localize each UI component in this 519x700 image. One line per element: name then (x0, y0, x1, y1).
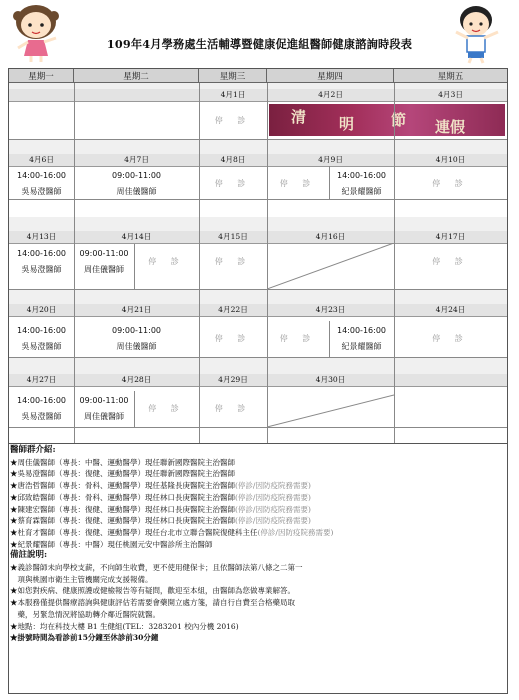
mon-apr-27-time: 14:00-16:00 (17, 395, 66, 405)
doctor-item: ★紀景耀醫師（專長：中醫）現任桃園元安中醫診所主治醫師 (10, 539, 213, 549)
date-apr-1: 4月1日 (220, 90, 246, 99)
doctor-item: ★陳建宏醫師（專長：復健、運動醫學）現任林口長庚醫院主治醫師(停診/因防疫院務需要) (10, 504, 311, 514)
header-wednesday: 星期三 (199, 69, 267, 83)
info-section (10, 445, 510, 644)
mon-apr-20-time: 14:00-16:00 (17, 325, 66, 335)
date-apr-10: 4月10日 (435, 155, 466, 164)
doctor-item: ★杜育才醫師（專長：復健、運動醫學）現任台北市立聯合醫院復健科主任(停診/因防疫院務需要) (10, 527, 334, 537)
tue-apr-14-rest: 停 診 (148, 256, 185, 266)
thu-apr-23-rest: 停 診 (279, 333, 317, 343)
date-apr-17: 4月17日 (435, 232, 466, 241)
tue-apr-14-doctor: 周佳儀醫師 (84, 264, 124, 274)
apr-30-empty-diagonal (267, 387, 394, 427)
doctor-item: ★蔡育霖醫師（專長：復健、運動醫學）現任林口長庚醫院主治醫師(停診/因防疫院務需要) (10, 516, 311, 526)
date-apr-8: 4月8日 (220, 155, 246, 164)
tue-apr-28-time: 09:00-11:00 (79, 395, 129, 405)
doctor-item: ★邱致皓醫師（專長：骨科、運動醫學）現任林口長庚醫院主治醫師(停診/因防疫院務需要) (10, 492, 311, 502)
date-apr-21: 4月21日 (121, 305, 152, 314)
date-apr-23: 4月23日 (315, 305, 346, 314)
thu-apr-9-doctor: 紀景耀醫師 (341, 186, 382, 196)
date-apr-30: 4月30日 (315, 375, 346, 384)
tue-apr-7-doctor: 周佳儀醫師 (116, 186, 157, 196)
thu-apr-23-time: 14:00-16:00 (337, 325, 386, 335)
thu-apr-9-time: 14:00-16:00 (337, 170, 386, 180)
wed-apr-8-rest: 停 診 (214, 178, 252, 188)
date-apr-9: 4月9日 (318, 155, 343, 164)
tue-apr-28-doctor: 周佳儀醫師 (84, 411, 124, 421)
note-item: ★如您對疾病、健康照護或健檢報告等有疑問，歡迎至本組，由醫師為您做專業解答。 (10, 586, 295, 596)
page-title: 109年4月學務處生活輔導暨健康促進組醫師健康諮詢時段表 (106, 37, 413, 51)
header-thursday: 星期四 (267, 69, 394, 83)
note-item: 項與桃園市衛生主管機關完成支援報備。 (10, 574, 153, 584)
registration-time-note: ★掛號時間為看診前15分鐘至休診前30分鐘 (10, 633, 159, 643)
fri-apr-17-rest: 停 診 (432, 256, 469, 266)
thu-apr-9-rest: 停 診 (279, 178, 317, 188)
tue-apr-21-time: 09:00-11:00 (112, 325, 161, 335)
note-item: 藥，另緊急情況將協助轉介鄰近醫院就醫。 (10, 609, 160, 619)
mon-apr-20-doctor: 吳易澄醫師 (21, 341, 62, 351)
date-apr-28: 4月28日 (121, 375, 152, 384)
boy-mascot-icon (440, 2, 512, 64)
mon-apr-13-time: 14:00-16:00 (17, 248, 66, 258)
schedule-table (8, 68, 508, 444)
date-apr-6: 4月6日 (29, 155, 54, 164)
wed-apr-1-rest: 停 診 (214, 115, 252, 125)
mon-apr-27-doctor: 吳易澄醫師 (21, 411, 62, 421)
wed-apr-29-rest: 停 診 (214, 403, 252, 413)
apr-16-empty-diagonal (267, 243, 394, 289)
date-apr-27: 4月27日 (26, 375, 57, 384)
tue-apr-28-rest: 停 診 (148, 403, 185, 413)
note-item: ★地點：均在科技大樓 B1 生健組(TEL：3283201 校內分機 2016) (10, 621, 239, 631)
qingming-holiday-banner: 清 明 節 連假 (269, 104, 505, 136)
tue-apr-7-time: 09:00-11:00 (112, 170, 161, 180)
date-apr-14: 4月14日 (121, 232, 152, 241)
date-apr-16: 4月16日 (315, 232, 346, 241)
doctor-item: ★吳易澄醫師（專長：復健、運動醫學）現任聯新國際醫院主治醫師 (10, 469, 235, 479)
wed-apr-22-rest: 停 診 (214, 333, 252, 343)
doctor-item: ★唐浩哲醫師（專長：骨科、運動醫學）現任基隆長庚醫院主治醫師(停診/因防疫院務需要) (10, 481, 311, 491)
mon-apr-6-doctor: 吳易澄醫師 (21, 186, 62, 196)
note-item: ★本服務僅提供醫療諮詢與健康評估若需要會藥開立處方箋，請自行自費至合格藥局取 (10, 598, 295, 608)
doctor-item: ★周佳儀醫師（專長：中醫、運動醫學）現任聯新國際醫院主治醫師 (10, 457, 235, 467)
tue-apr-21-doctor: 周佳儀醫師 (116, 341, 157, 351)
doctors-heading: 醫師群介紹: (10, 445, 56, 455)
fri-apr-24-rest: 停 診 (432, 333, 469, 343)
date-apr-3: 4月3日 (438, 90, 463, 99)
wed-apr-15-rest: 停 診 (214, 256, 252, 266)
header-tuesday: 星期二 (74, 69, 199, 83)
date-apr-29: 4月29日 (218, 375, 248, 384)
mon-apr-6-time: 14:00-16:00 (17, 170, 66, 180)
header-monday: 星期一 (9, 69, 74, 83)
date-apr-13: 4月13日 (26, 232, 57, 241)
date-apr-7: 4月7日 (124, 155, 149, 164)
notes-heading: 備註說明: (10, 550, 48, 561)
date-apr-22: 4月22日 (218, 305, 248, 314)
mon-apr-13-doctor: 吳易澄醫師 (21, 264, 62, 274)
header-friday: 星期五 (394, 69, 507, 83)
date-apr-2: 4月2日 (318, 90, 343, 99)
note-item: ★義診醫師未向學校支薪，不向師生收費，更不使用健保卡；且依醫師法第八條之二第一 (10, 563, 303, 573)
tue-apr-14-time: 09:00-11:00 (79, 248, 129, 258)
thu-apr-23-doctor: 紀景耀醫師 (341, 341, 382, 351)
fri-apr-10-rest: 停 診 (432, 178, 469, 188)
date-apr-15: 4月15日 (218, 232, 248, 241)
date-apr-24: 4月24日 (435, 305, 466, 314)
date-apr-20: 4月20日 (26, 305, 57, 314)
girl-mascot-icon (6, 2, 76, 64)
